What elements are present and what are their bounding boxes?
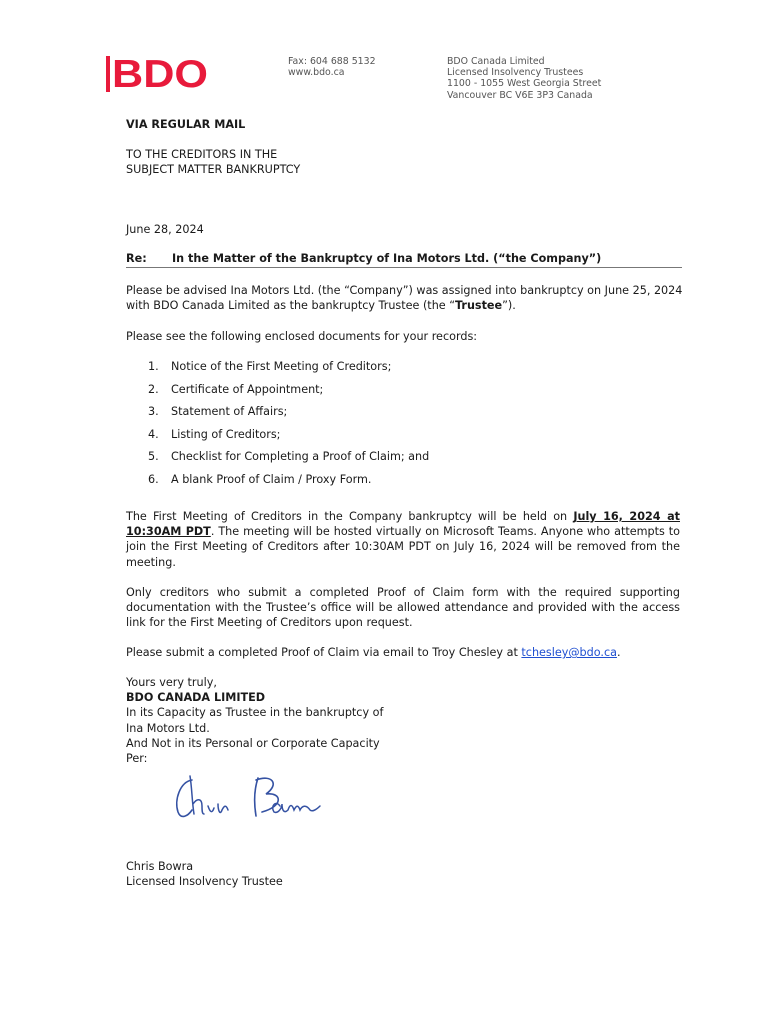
signatory-name: Chris Bowra: [126, 860, 194, 873]
paragraph-text: . The meeting will be hosted virtually on Microsoft Teams. Anyone who attempts to join the First Meeting of Creditors after 10:30AM PDT on July 16, 2024 will be removed from the meeting.: [126, 525, 680, 569]
list-item: 3. Statement of Affairs;: [148, 405, 288, 419]
paragraph-enclosed: Please see the following enclosed documents for your records:: [126, 330, 478, 343]
documents-list: [148, 359, 429, 495]
capacity-line: In its Capacity as Trustee in the bankruptcy of: [126, 706, 384, 720]
list-item: 5. Checklist for Completing a Proof of Claim; and: [148, 450, 430, 464]
list-item: 6. A blank Proof of Claim / Proxy Form.: [148, 472, 372, 486]
paragraph-line: Please be advised Ina Motors Ltd. (the “Company”) was assigned into bankruptcy on June 25, 2024: [126, 284, 683, 297]
list-item: 1. Notice of the First Meeting of Creditors;: [148, 360, 392, 373]
address-line: Licensed Insolvency Trustees: [447, 67, 584, 79]
header-contact: [288, 56, 376, 78]
fax-number: Fax: 604 688 5132: [288, 56, 376, 67]
trustee-term: Trustee: [455, 299, 503, 313]
paragraph-text: The First Meeting of Creditors in the Company bankruptcy will be held on: [126, 510, 574, 523]
delivery-method: VIA REGULAR MAIL: [126, 118, 246, 131]
list-item: 2. Certificate of Appointment;: [148, 382, 324, 396]
address-line: BDO Canada Limited: [447, 56, 545, 67]
re-subject: In the Matter of the Bankruptcy of Ina Motors Ltd. (“the Company”): [172, 252, 602, 265]
company-name: BDO CANADA LIMITED: [126, 691, 266, 705]
meeting-datetime: July 16, 2024 at 10:30AM PDT: [126, 510, 680, 539]
bdo-logo: [106, 53, 210, 95]
subject-line: [126, 252, 682, 268]
email-link[interactable]: tchesley@bdo.ca: [521, 646, 617, 659]
paragraph-meeting: [126, 509, 680, 570]
capacity-line: And Not in its Personal or Corporate Capacity: [126, 736, 380, 750]
paragraph-text: ”).: [502, 299, 516, 313]
closing-block: [126, 675, 383, 766]
paragraph-attendance: Only creditors who submit a completed Proof of Claim form with the required supporting documentation with the Trustee’s office will be allowed attendance and provided with the access link for the First Meeting of Creditors upon request.: [126, 586, 680, 630]
recipient-line: TO THE CREDITORS IN THE: [126, 148, 278, 161]
signature: [172, 770, 332, 828]
recipient-line: SUBJECT MATTER BANKRUPTCY: [126, 163, 301, 177]
header-address: [447, 56, 601, 101]
re-label: Re:: [126, 252, 147, 265]
address-line: 1100 - 1055 West Georgia Street: [447, 78, 602, 90]
paragraph-submit: [126, 645, 621, 660]
paragraph-assignment: [126, 283, 682, 313]
paragraph-text: Please submit a completed Proof of Claim via email to Troy Chesley at: [126, 646, 522, 659]
capacity-line: Ina Motors Ltd.: [126, 721, 210, 735]
signatory: [126, 859, 283, 889]
address-line: Vancouver BC V6E 3P3 Canada: [447, 89, 593, 101]
list-item: 4. Listing of Creditors;: [148, 427, 281, 441]
recipient: [126, 147, 300, 177]
salutation: Yours very truly,: [126, 676, 217, 689]
signatory-title: Licensed Insolvency Trustee: [126, 875, 283, 889]
capacity-line: Per:: [126, 752, 148, 766]
website: www.bdo.ca: [288, 67, 345, 79]
paragraph-text: with BDO Canada Limited as the bankruptcy Trustee (the “: [126, 299, 456, 313]
paragraph-text: .: [616, 646, 621, 659]
letter-date: June 28, 2024: [126, 223, 204, 236]
bdo-logo-text: BDO: [112, 53, 208, 95]
